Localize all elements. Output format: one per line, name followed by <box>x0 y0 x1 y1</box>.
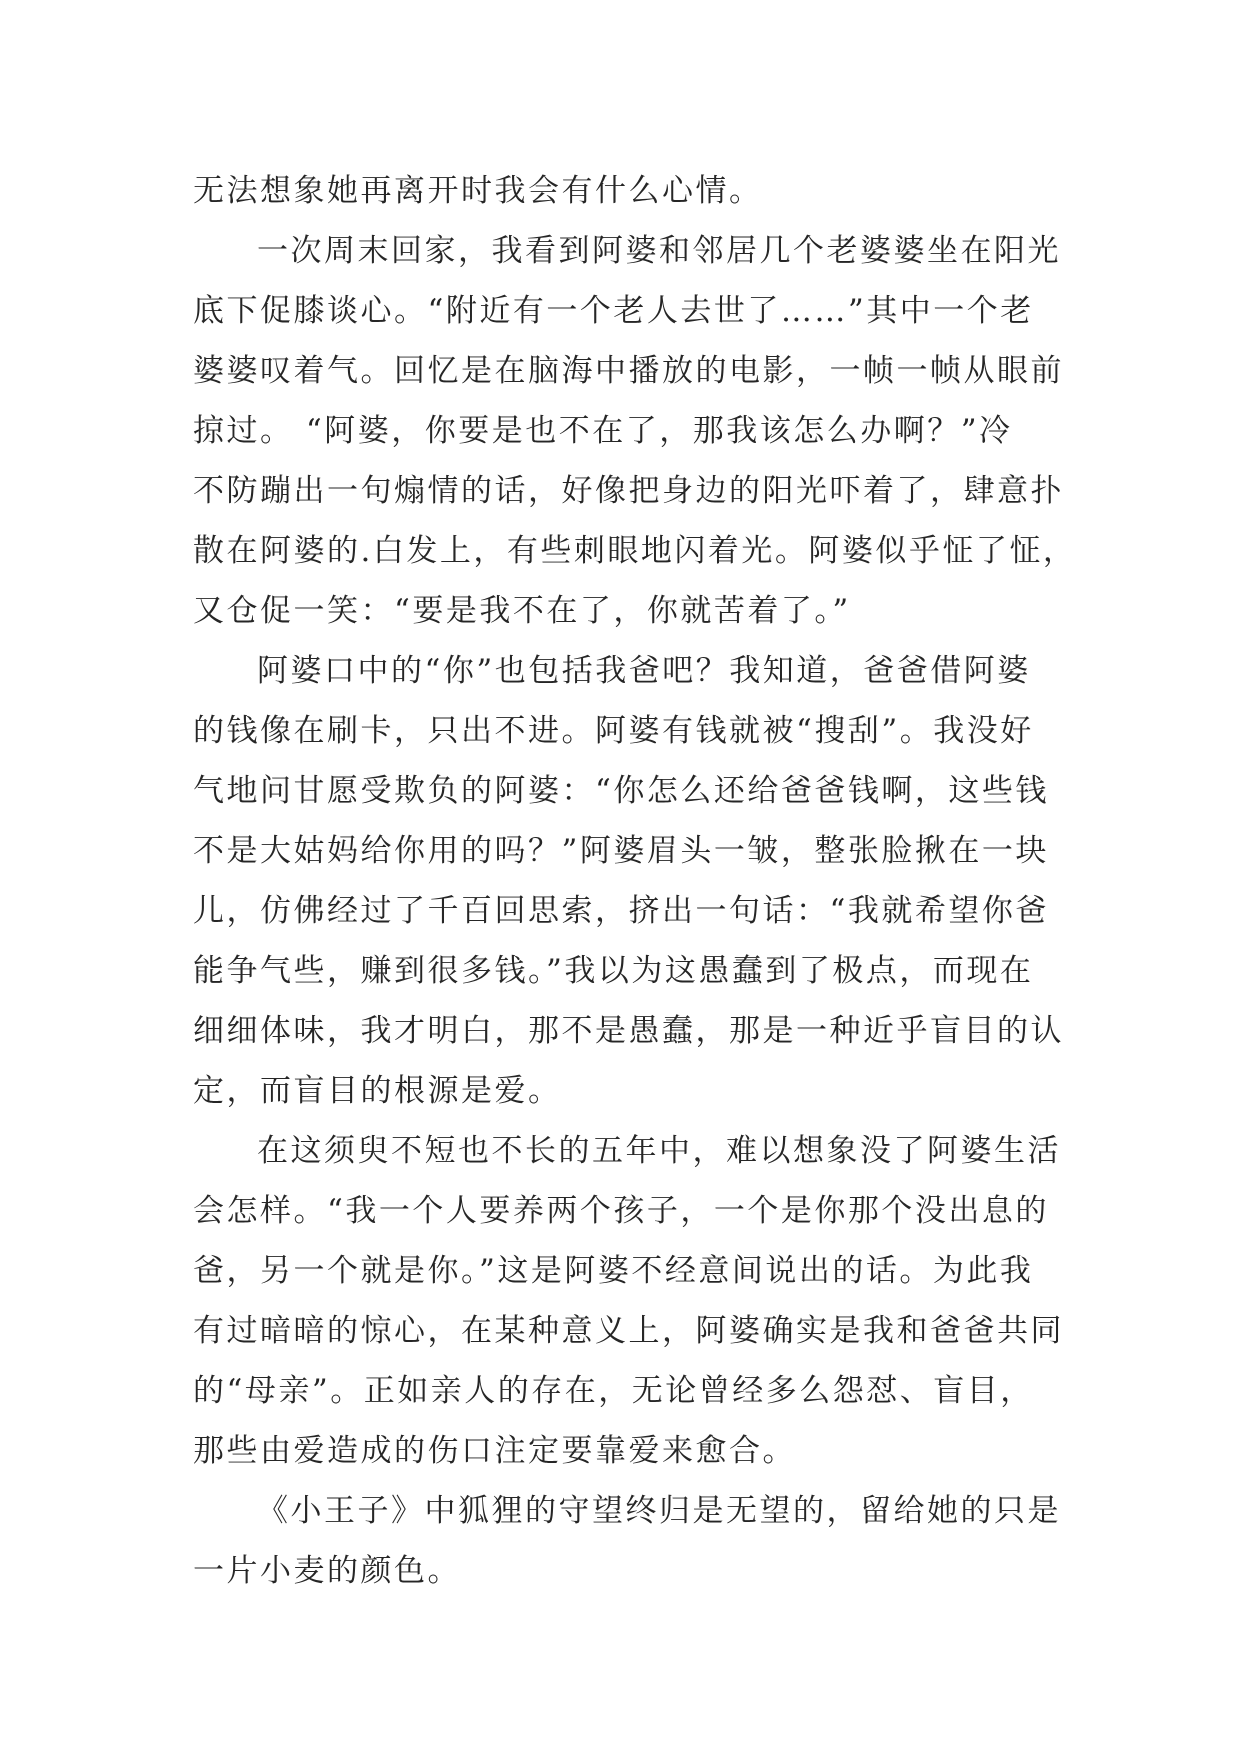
paragraph-start-line: 《小王子》中狐狸的守望终归是无望的，留给她的只是 <box>257 1493 1061 1529</box>
text-line: 细细体味，我才明白，那不是愚蠢，那是一种近乎盲目的认 <box>193 1013 1064 1049</box>
text-line: 有过暗暗的惊心，在某种意义上，阿婆确实是我和爸爸共同 <box>193 1313 1064 1349</box>
text-line: 底下促膝谈心。“附近有一个老人去世了……”其中一个老 <box>193 293 1034 329</box>
text-line: 气地问甘愿受欺负的阿婆：“你怎么还给爸爸钱啊，这些钱 <box>193 773 1049 809</box>
text-line: 掠过。 “阿婆，你要是也不在了，那我该怎么办啊？”冷 <box>193 413 1013 449</box>
text-line: 的“母亲”。正如亲人的存在，无论曾经多么怨怼、盲目， <box>193 1373 1034 1409</box>
text-line: 无法想象她再离开时我会有什么心情。 <box>193 173 763 209</box>
text-line: 爸，另一个就是你。”这是阿婆不经意间说出的话。为此我 <box>193 1253 1034 1289</box>
paragraph-start-line: 一次周末回家，我看到阿婆和邻居几个老婆婆坐在阳光 <box>257 233 1061 269</box>
text-line: 散在阿婆的.白发上，有些刺眼地闪着光。阿婆似乎怔了怔， <box>193 533 1077 569</box>
text-line: 会怎样。“我一个人要养两个孩子，一个是你那个没出息的 <box>193 1193 1049 1229</box>
text-line: 定，而盲目的根源是爱。 <box>193 1073 562 1109</box>
text-line: 的钱像在刷卡，只出不进。阿婆有钱就被“搜刮”。我没好 <box>193 713 1034 749</box>
body-text <box>193 161 1077 1601</box>
text-line: 不是大姑妈给你用的吗？”阿婆眉头一皱，整张脸揪在一块 <box>193 833 1049 869</box>
text-line: 儿，仿佛经过了千百回思索，挤出一句话：“我就希望你爸 <box>193 893 1049 929</box>
paragraph-start-line: 在这须臾不短也不长的五年中，难以想象没了阿婆生活 <box>257 1133 1061 1169</box>
text-line: 又仓促一笑：“要是我不在了，你就苦着了。” <box>193 593 851 629</box>
text-line: 那些由爱造成的伤口注定要靠爱来愈合。 <box>193 1433 796 1469</box>
text-line: 婆婆叹着气。回忆是在脑海中播放的电影，一帧一帧从眼前 <box>193 353 1064 389</box>
text-line: 一片小麦的颜色。 <box>193 1553 461 1589</box>
text-line: 能争气些，赚到很多钱。”我以为这愚蠢到了极点，而现在 <box>193 953 1034 989</box>
text-line: 不防蹦出一句煽情的话，好像把身边的阳光吓着了，肆意扑 <box>193 473 1064 509</box>
paragraph-start-line: 阿婆口中的“你”也包括我爸吧？我知道，爸爸借阿婆 <box>257 653 1031 689</box>
